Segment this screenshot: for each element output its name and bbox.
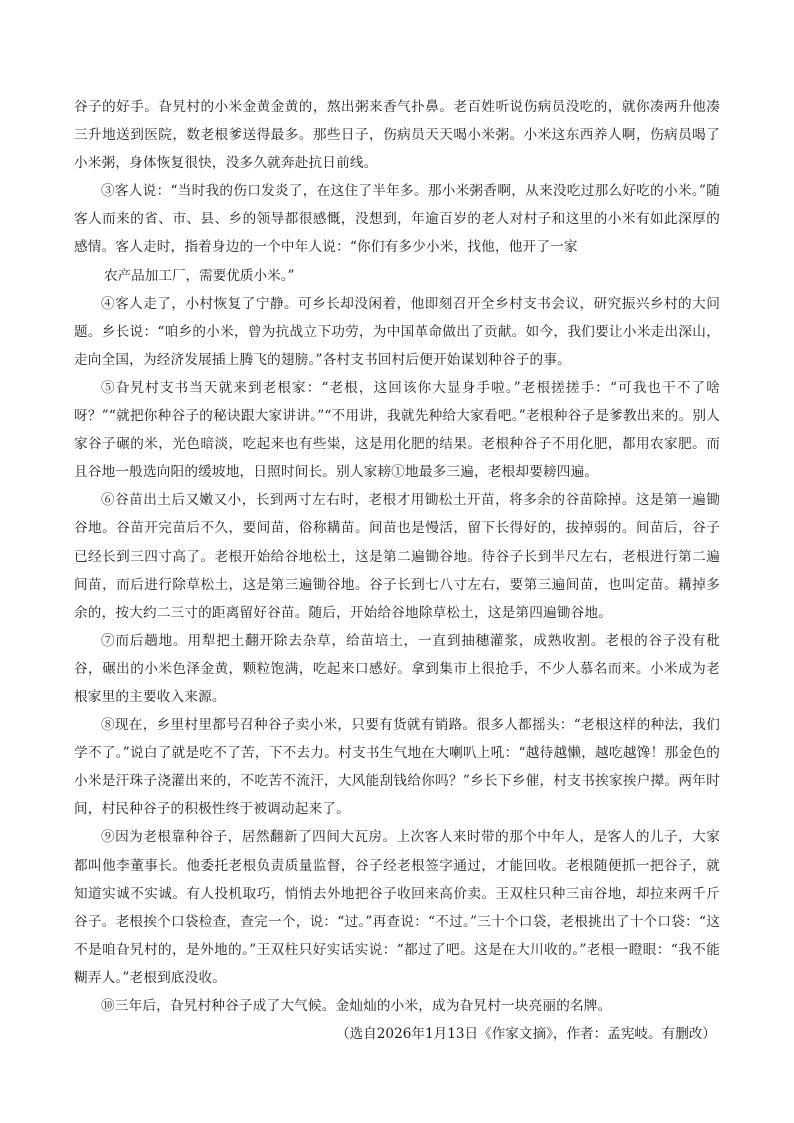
paragraph-6: ⑥谷苗出土后又嫩又小，长到两寸左右时，老根才用锄松土开苗，将多余的谷苗除掉。这是第一遍锄谷地。谷苗开完苗后不久，要间苗，俗称耩苗。间苗也是慢活，留下长得好的，拔掉弱的。间苗后，谷子已经长到三四寸高了。老根开始给谷地松土，这是第二遍锄谷地。待谷子长到半尺左右，老根进行第二遍间苗，而后进行除草松土，这是第三遍锄谷地。谷子长到七八寸左右，要第三遍间苗，也叫定苗。耩掉多余的，按大约二三寸的距离留好谷苗。随后，开始给谷地除草松土，这是第四遍锄谷地。 [74,492,720,621]
paragraph-5: ⑤旮旯村支书当天就来到老根家：“老根，这回该你大显身手啦。”老根搓搓手：“可我也干不了啥呀？”“就把你种谷子的秘诀跟大家讲讲。”“不用讲，我就先种给大家看吧。”老根种谷子是爹教出来的。别人家谷子碾的米，光色暗淡，吃起来也有些粜，这是用化肥的结果。老根种谷子不用化肥，都用农家肥。而且谷地一般选向阳的缓坡地，日照时间长。别人家耪①地最多三遍，老根却要耪四遍。 [74,379,720,481]
paragraph-continued: 谷子的好手。旮旯村的小米金黄金黄的，熬出粥来香气扑鼻。老百姓听说伤病员没吃的，就你凑两升他凑三升地送到医院，数老根爹送得最多。那些日子，伤病员天天喝小米粥。小米这东西养人啊，伤病员喝了小米粥，身体恢复很快，没多久就奔赴抗日前线。 [74,99,720,172]
paragraph-3: ③客人说：“当时我的伤口发炎了，在这住了半年多。那小米粥香啊，从来没吃过那么好吃的小米。”随客人而来的省、市、县、乡的领导都很感慨，没想到，年逾百岁的老人对村子和这里的小米有如此深厚的感情。客人走时，指着身边的一个中年人说：“你们有多少小米，找他，他开了一家 [74,183,720,256]
paragraph-9: ⑨因为老根靠种谷子，居然翻新了四间大瓦房。上次客人来时带的那个中年人，是客人的儿子，大家都叫他李董事长。他委托老根负责质量监督，谷子经老根签字通过，才能回收。老根随便抓一把谷子，就知道实诚不实诚。有人投机取巧，悄悄去外地把谷子收回来高价卖。王双柱只种三亩谷地，却拉来两千斤谷子。老根挨个口袋检查，查完一个，说：“过。”再查说：“不过。”三十个口袋，老根挑出了十个口袋：“这不是咱旮旯村的，是外地的。”王双柱只好实话实说：“都过了吧。这是在大川收的。”老根一瞪眼：“我不能糊弄人。”老根到底没收。 [74,829,720,986]
paragraph-7: ⑦而后趟地。用犁把土翻开除去杂草，给苗培土，一直到抽穗灌浆，成熟收割。老根的谷子没有秕谷，碾出的小米色泽金黄，颗粒饱满，吃起来口感好。拿到集市上很抢手，不少人慕名而来。小米成为老根家里的主要收入来源。 [74,632,720,705]
article-page [74,93,720,1048]
paragraph-3-continued: 农产品加工厂，需要优质小米。” [104,267,295,284]
paragraph-4: ④客人走了，小村恢复了宁静。可乡长却没闲着，他即刻召开全乡村支书会议，研究振兴乡村的大问题。乡长说：“咱乡的小米，曾为抗战立下功劳，为中国革命做出了贡献。如今，我们要让小米走出深山，走向全国，为经济发展插上腾飞的翅膀。”各村支书回村后便开始谋划种谷子的事。 [74,295,720,368]
paragraph-8: ⑧现在，乡里村里都号召种谷子卖小米，只要有货就有销路。很多人都摇头：“老根这样的种法，我们学不了。”说白了就是吃不了苦，下不去力。村支书生气地在大喇叭上吼：“越待越懒，越吃越馋！那金色的小米是汗珠子浇灌出来的，不吃苦不流汗，大风能刮钱给你吗？”乡长下乡催，村支书挨家挨户撵。两年时间，村民种谷子的积极性终于被调动起来了。 [74,717,720,818]
paragraph-10: ⑩三年后，旮旯村种谷子成了大气候。金灿灿的小米，成为旮旯村一块亮丽的名牌。 [101,998,612,1014]
source-citation: （选自2026年1月13日《作家文摘》，作者：孟宪岐。有删改） [336,1026,716,1043]
